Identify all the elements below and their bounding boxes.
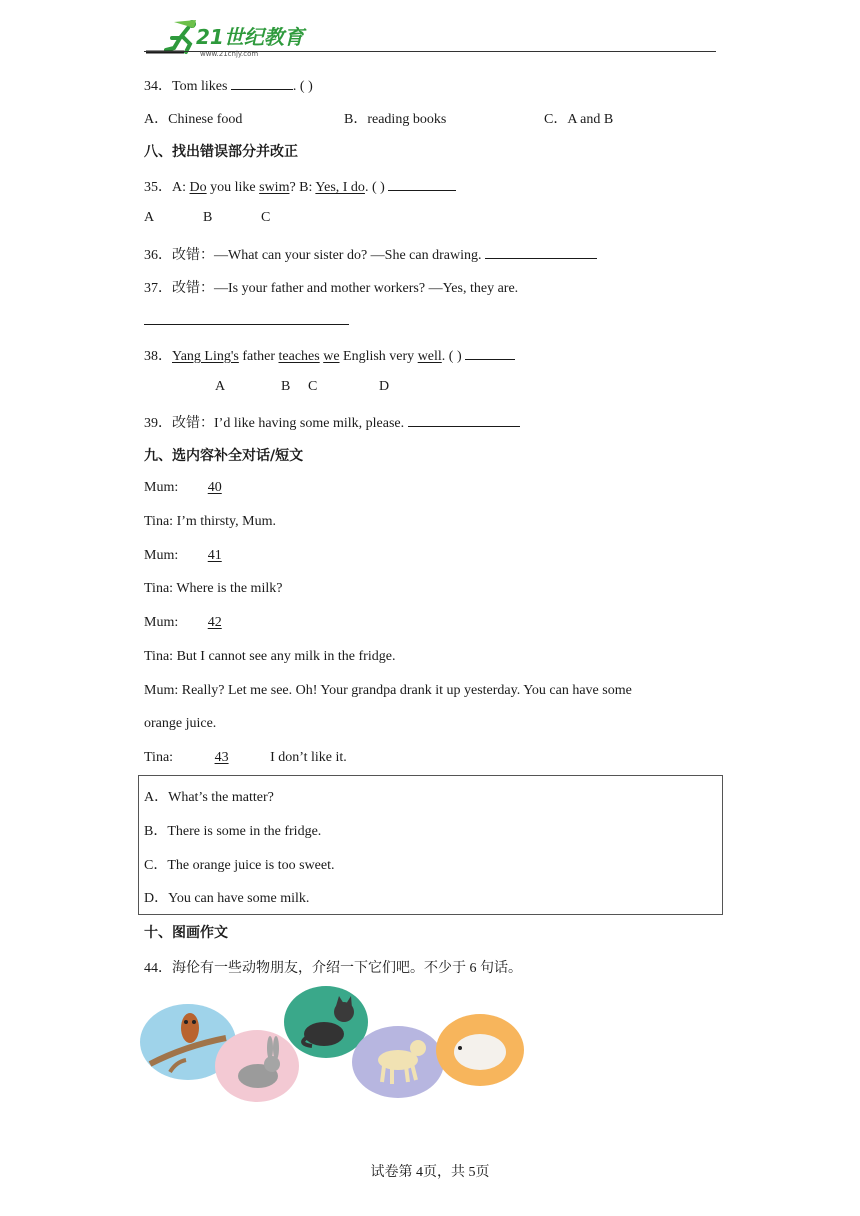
dialogue-line <box>144 581 282 597</box>
q38-part-a: Yang Ling's <box>172 349 239 364</box>
q38-label-c: C <box>308 379 318 394</box>
speaker-tina: Tina: <box>144 581 177 596</box>
question-35 <box>144 176 456 196</box>
speaker-mum: Mum: <box>144 548 182 563</box>
dialogue-line <box>144 548 248 564</box>
q38-text: . ( ) <box>441 349 466 364</box>
q34-option-a: A．Chinese food <box>144 112 243 127</box>
dialogue-text: Where is the milk? <box>176 581 283 596</box>
header-rule <box>144 51 716 52</box>
question-37: 37．改错：—Is your father and mother workers? —Yes, they are. <box>144 281 519 296</box>
q38-part-c: we <box>323 349 340 364</box>
section-8-title: 八、找出错误部分并改正 <box>144 144 298 160</box>
dialogue-line <box>144 514 276 530</box>
cat-icon <box>284 986 368 1058</box>
dialogue-text: Really? Let me see. Oh! Your grandpa drank it up yesterday. You can have some <box>181 683 632 698</box>
q34-blank[interactable] <box>231 88 293 90</box>
q38-label-a: A <box>215 379 226 394</box>
q38-part-b: teaches <box>278 349 320 364</box>
q34-option-b: B．reading books <box>344 112 447 127</box>
q38-part-d: well <box>417 349 442 364</box>
question-44: 44．海伦有一些动物朋友，介绍一下它们吧。不少于 6 句话。 <box>144 961 522 976</box>
dialogue-text: But I cannot see any milk in the fridge. <box>176 649 396 664</box>
q38-label-d: D <box>379 379 390 394</box>
dialogue-line <box>144 615 248 631</box>
question-38 <box>144 345 515 365</box>
q38-answer-blank[interactable] <box>465 358 515 360</box>
q35-answer-blank[interactable] <box>388 189 456 191</box>
q38-text: English very <box>339 349 418 364</box>
q38-text: father <box>238 349 279 364</box>
dialogue-line <box>144 750 347 766</box>
option-c: C．The orange juice is too sweet. <box>144 858 335 873</box>
option-a: A．What’s the matter? <box>144 790 274 805</box>
option-d: D．You can have some milk. <box>144 891 310 906</box>
q35-label-a: A <box>144 210 155 225</box>
question-39 <box>144 412 520 432</box>
dialogue-blank-42[interactable]: 42 <box>207 615 222 630</box>
q34-stem: 34．Tom likes <box>144 79 228 94</box>
speaker-mum: Mum: <box>144 480 182 495</box>
q34-tail: . ( ) <box>292 79 313 94</box>
dialogue-blank-41[interactable]: 41 <box>207 548 222 563</box>
q39-text: 39．改错：I’d like having some milk, please. <box>144 416 405 431</box>
q35-text: . ( ) <box>364 180 389 195</box>
hamster-icon <box>436 1014 524 1086</box>
section-10-title: 十、图画作文 <box>144 925 228 941</box>
q35-part-c: Yes, I do <box>315 180 365 195</box>
logo-url: www.21cnjy.com <box>200 50 259 58</box>
dialogue-text: I don’t like it. <box>266 750 347 765</box>
q34-option-c: C．A and B <box>544 112 614 127</box>
q35-label-c: C <box>261 210 271 225</box>
rabbit-icon <box>215 1030 299 1102</box>
section-9-title: 九、选内容补全对话/短文 <box>144 448 304 464</box>
speaker-tina: Tina: <box>144 514 177 529</box>
q38-number: 38． <box>144 349 172 364</box>
q37-answer-blank[interactable] <box>144 324 349 325</box>
q38-label-b: B <box>281 379 291 394</box>
dialogue-text: I’m thirsty, Mum. <box>176 514 276 529</box>
question-36 <box>144 244 597 264</box>
q35-part-a: Do <box>189 180 207 195</box>
speaker-tina: Tina: <box>144 750 177 765</box>
dialogue-blank-40[interactable]: 40 <box>207 480 222 495</box>
dialogue-line <box>144 649 395 665</box>
q39-answer-blank[interactable] <box>408 425 520 427</box>
q36-text: 36．改错：—What can your sister do? —She can drawing. <box>144 248 482 263</box>
speaker-tina: Tina: <box>144 649 177 664</box>
q35-text: ? B: <box>289 180 316 195</box>
q36-answer-blank[interactable] <box>485 257 597 259</box>
animal-friends-picture <box>140 984 532 1106</box>
dialogue-line: orange juice. <box>144 716 217 731</box>
logo-text: 21世纪教育 <box>196 25 304 49</box>
runner-icon <box>146 20 196 52</box>
q35-label-b: B <box>203 210 213 225</box>
option-b: B．There is some in the fridge. <box>144 824 322 839</box>
speaker-mum: Mum: <box>144 615 182 630</box>
dialogue-line <box>144 480 248 496</box>
q35-text: you like <box>206 180 260 195</box>
speaker-mum: Mum: <box>144 683 182 698</box>
dialogue-blank-43[interactable]: 43 <box>214 750 229 765</box>
dog-icon <box>352 1026 444 1098</box>
q35-number: 35．A: <box>144 180 190 195</box>
q35-part-b: swim <box>259 180 290 195</box>
question-34 <box>144 75 313 95</box>
page-footer: 试卷第 4页，共 5页 <box>370 1165 490 1180</box>
dialogue-line <box>144 683 632 699</box>
